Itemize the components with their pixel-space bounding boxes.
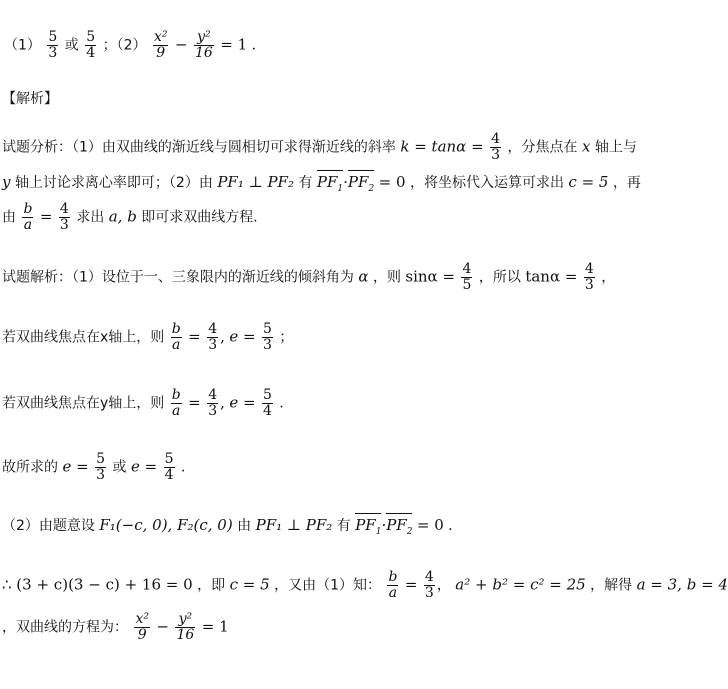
- focus-coordinates: F₁(−c, 0), F₂(c, 0): [99, 516, 233, 534]
- perpendicular-expression: PF₁ ⊥ PF₂: [217, 173, 294, 191]
- analysis-line-3: 由 $\frac{b}{a}$ = $\frac{4}{3}$ 求出 a, b 即可求双曲线方程.: [2, 201, 258, 233]
- fraction-5-3: $\frac{5}{3}$: [263, 321, 272, 353]
- fraction-y2-16: $\frac{\text{y²}}{16}$: [176, 611, 195, 643]
- fraction-4-3: $\frac{4}{3}$: [491, 131, 501, 163]
- or-text: 或: [64, 37, 79, 54]
- c-equals-5: c = 5: [568, 173, 609, 191]
- fraction-4-3: $\frac{4}{3}$: [424, 569, 434, 601]
- part2-setup: （2）由题意设 F₁(−c, 0), F₂(c, 0) 由 PF₁ ⊥ PF₂ 有 $PF_1\cdot PF_2 = 0$ ．: [2, 516, 463, 537]
- x-axis-case: 若双曲线焦点在x轴上，则 $\frac{b}{a}$ = $\frac{4}{3}$ , e = $\frac{5}{3}$ ；: [2, 321, 294, 353]
- answer-part1-label: （1）: [4, 37, 41, 54]
- analysis-line-1: 试题分析：（1）由双曲线的渐近线与圆相切可求得渐近线的斜率 k = tanα = $\frac{4}{3}$ ，分焦点在 x 轴上与: [2, 131, 637, 163]
- fraction-x2-9: $\frac{\text{x²}}{9}$: [153, 29, 168, 61]
- fraction-4-3: $\frac{4}{3}$: [208, 321, 218, 353]
- slope-expression: k = tanα =: [400, 137, 484, 156]
- fraction-5-3: $\frac{5}{3}$: [48, 29, 58, 61]
- sin-expression: sinα =: [405, 267, 456, 286]
- final-equation-line: ，双曲线的方程为： $\frac{\text{x²}}{9}$ − $\frac{\text{y²}}{16}$ = 1: [2, 611, 229, 643]
- equals-one: = 1: [220, 35, 248, 54]
- answer-line: （1） $\frac{5}{3}$ 或 $\frac{5}{4}$ ；（2） $\frac{\text{x²}}{9}$ − $\frac{\text{y²}}{16}$ = 1 ．: [4, 29, 266, 61]
- fraction-5-4: $\frac{5}{4}$: [86, 29, 96, 61]
- conclusion-line: 故所求的 e = $\frac{5}{3}$ 或 e = $\frac{5}{4}$ ．: [2, 451, 195, 483]
- vector-dot-product: $PF_1\cdot PF_2$: [355, 516, 413, 537]
- fraction-5-4: $\frac{5}{4}$: [164, 451, 174, 483]
- vector-dot-product: $PF_1\cdot PF_2$: [316, 173, 375, 194]
- fraction-b-a: $\frac{b}{a}$: [388, 569, 398, 601]
- fraction-5-3: $\frac{5}{3}$: [96, 451, 106, 483]
- answer-part2-label: ；（2）: [102, 37, 147, 54]
- fraction-4-5: $\frac{4}{5}$: [462, 261, 472, 293]
- fraction-b-a: $\frac{b}{a}$: [171, 387, 181, 419]
- analysis-line-2: y 轴上讨论求离心率即可；（2）由 PF₁ ⊥ PF₂ 有 $PF_1\cdot PF_2 = 0$ ，将坐标代入运算可求出 c = 5 ，再: [2, 173, 641, 194]
- fraction-4-3: $\frac{4}{3}$: [208, 387, 218, 419]
- fraction-4-3: $\frac{4}{3}$: [584, 261, 594, 293]
- fraction-b-a: $\frac{b}{a}$: [23, 201, 33, 233]
- fraction-5-4: $\frac{5}{4}$: [263, 387, 272, 419]
- solution-line-1: 试题解析：（1）设位于一、三象限内的渐近线的倾斜角为 α ，则 sinα = $\frac{4}{5}$ ，所以 tanα = $\frac{4}{3}$ ，: [2, 261, 616, 293]
- analysis-heading: 【解析】: [2, 91, 58, 107]
- fraction-4-3: $\frac{4}{3}$: [59, 201, 69, 233]
- y-axis-case: 若双曲线焦点在y轴上，则 $\frac{b}{a}$ = $\frac{4}{3}$ , e = $\frac{5}{4}$ ．: [2, 387, 294, 419]
- fraction-x2-9: $\frac{\text{x²}}{9}$: [135, 611, 149, 643]
- tan-expression: tanα =: [525, 267, 578, 286]
- fraction-b-a: $\frac{b}{a}$: [171, 321, 181, 353]
- fraction-y2-16: $\frac{\text{y²}}{16}$: [194, 29, 213, 61]
- therefore-line: ∴ (3 + c)(3 − c) + 16 = 0 ，即 c = 5 ，又由（1）知： $\frac{b}{a}$ = $\frac{4}{3}$ ， a² + b² = c² = 25 ，解得 a = 3, b = 4: [2, 569, 728, 601]
